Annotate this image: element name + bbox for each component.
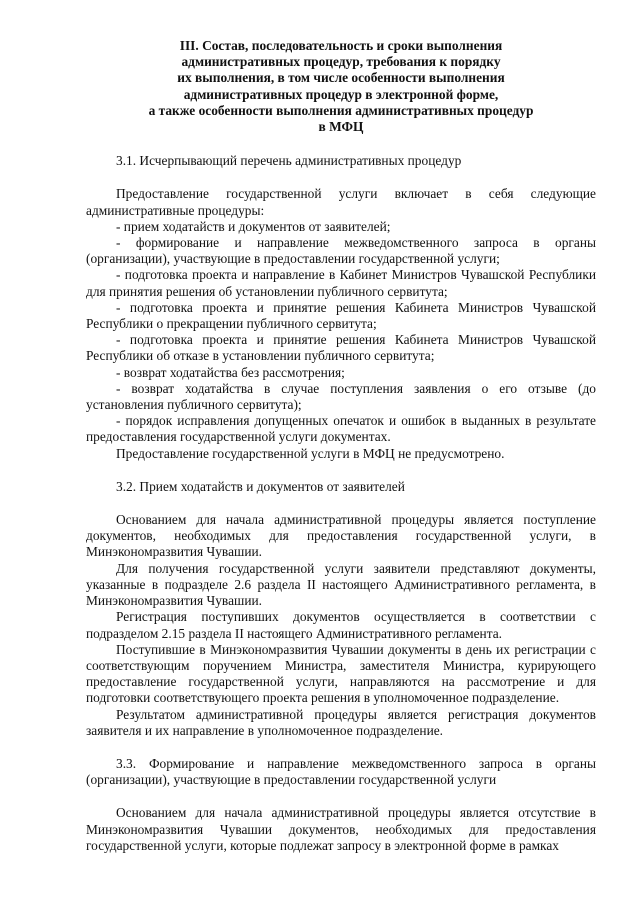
list-item: - прием ходатайств и документов от заявителей; bbox=[116, 218, 391, 234]
paragraph: Для получения государственной услуги заявители представляют документы, указанные в подразделе 2.6 раздела II настоящего Административного регламента, в Минэкономразвития Чувашии. bbox=[86, 560, 596, 609]
heading-line: а также особенности выполнения административных процедур bbox=[148, 102, 534, 118]
paragraph: Регистрация поступивших документов осуществляется в соответствии с подразделом 2.15 раздела II настоящего Административного регламента. bbox=[86, 609, 596, 641]
heading-line: административных процедур, требования к порядку bbox=[181, 54, 501, 70]
subsection-title-3-3: 3.3. Формирование и направление межведомственного запроса в органы (организации), участвующие в предоставлении государственной услуги bbox=[86, 755, 596, 788]
document-page bbox=[86, 38, 596, 854]
subsection-title-3-2: 3.2. Прием ходатайств и документов от заявителей bbox=[116, 478, 405, 494]
list-item: - возврат ходатайства без рассмотрения; bbox=[116, 364, 345, 380]
heading-line: III. Состав, последовательность и сроки выполнения bbox=[179, 38, 503, 53]
subsection-title-3-1: 3.1. Исчерпывающий перечень административных процедур bbox=[116, 153, 462, 169]
list-item: - формирование и направление межведомственного запроса в органы (организации), участвующие в предоставлении государственной услуги; bbox=[86, 235, 596, 267]
paragraph: Результатом административной процедуры является регистрация документов заявителя и их направление в уполномоченное подразделение. bbox=[86, 706, 596, 738]
list-item: - возврат ходатайства в случае поступления заявления о его отзыве (до установления публичного сервитута); bbox=[86, 380, 596, 413]
paragraph: Основанием для начала административной процедуры является отсутствие в Минэкономразвития Чувашии документов, необходимых для предоставления государственной услуги, которые подлежат запросу в электронной форме в рамках bbox=[86, 805, 596, 853]
list-item: - порядок исправления допущенных опечаток и ошибок в выданных в результате предоставления государственной услуги документах. bbox=[86, 413, 596, 445]
paragraph: Предоставление государственной услуги в МФЦ не предусмотрено. bbox=[116, 445, 505, 461]
heading-line: в МФЦ bbox=[318, 119, 364, 135]
list-item: - подготовка проекта и направление в Кабинет Министров Чувашской Республики для принятия решения об установлении публичного сервитута; bbox=[86, 267, 596, 299]
heading-line: административных процедур в электронной форме, bbox=[183, 86, 499, 102]
paragraph: Предоставление государственной услуги включает в себя следующие административные процедуры: bbox=[86, 186, 596, 218]
section-heading bbox=[86, 38, 596, 135]
paragraph: Поступившие в Минэкономразвития Чувашии документы в день их регистрации с соответствующим поручением Министра, заместителя Министра, курирующего предоставление государственной услуги, направляются на рассмотрение и для подготовки соответствующего проекта решения в уполномоченное подразделение. bbox=[86, 641, 596, 706]
list-item: - подготовка проекта и принятие решения Кабинета Министров Чувашской Республики о прекращении публичного сервитута; bbox=[86, 299, 596, 332]
paragraph: Основанием для начала административной процедуры является поступление документов, необходимых для предоставления государственной услуги, в Минэкономразвития Чувашии. bbox=[86, 512, 596, 560]
heading-line: их выполнения, в том числе особенности выполнения bbox=[177, 70, 505, 86]
list-item: - подготовка проекта и принятие решения Кабинета Министров Чувашской Республики об отказе в установлении публичного сервитута; bbox=[86, 332, 596, 364]
